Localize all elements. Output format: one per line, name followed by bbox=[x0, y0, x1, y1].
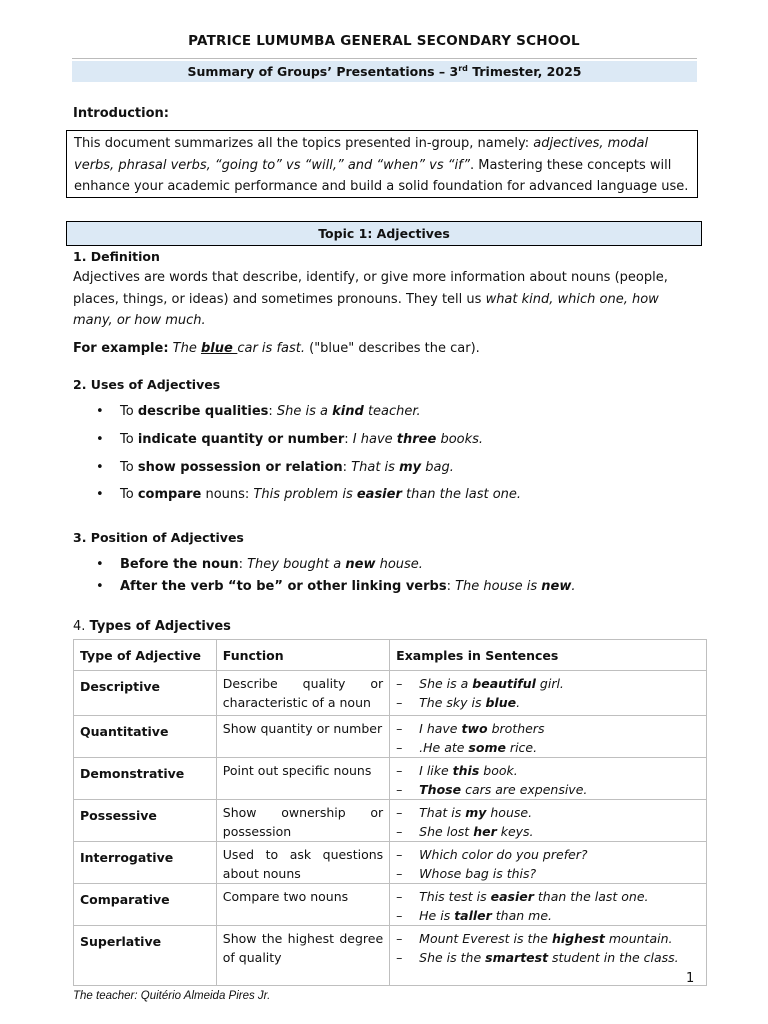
bullet-icon: • bbox=[96, 432, 104, 447]
example-text: .He ate bbox=[419, 740, 469, 755]
introduction-box bbox=[66, 130, 698, 198]
example-bold: two bbox=[461, 721, 488, 736]
bullet-icon: • bbox=[96, 579, 104, 594]
example-bold: my bbox=[465, 805, 487, 820]
teacher-footer: The teacher: Quitério Almeida Pires Jr. bbox=[73, 990, 271, 1002]
type-cell: Interrogative bbox=[74, 842, 217, 884]
dash-icon: – bbox=[396, 721, 403, 736]
item-sep: : bbox=[344, 432, 353, 447]
item-bold: Before the noun bbox=[120, 557, 239, 572]
column-header: Type of Adjective bbox=[74, 640, 217, 671]
example-text: He is bbox=[419, 908, 455, 923]
item-sep: : bbox=[238, 557, 248, 572]
item-bold: show possession or relation bbox=[137, 460, 343, 475]
function-cell: Show ownership or possession bbox=[216, 800, 389, 842]
example-text-end: than the last one. bbox=[533, 889, 649, 904]
bullet-icon: • bbox=[96, 557, 104, 572]
example-text-end: girl. bbox=[535, 676, 564, 691]
item-text: To bbox=[120, 487, 138, 502]
example-bold: highest bbox=[551, 931, 605, 946]
item-example-bold: three bbox=[396, 432, 437, 447]
example-bold: this bbox=[452, 763, 480, 778]
example-text: This test is bbox=[419, 889, 491, 904]
item-example: I have bbox=[352, 432, 397, 447]
item-example-end: books. bbox=[436, 432, 484, 447]
item-example-end: house. bbox=[375, 557, 423, 572]
function-cell: Compare two nouns bbox=[216, 884, 389, 926]
type-cell: Demonstrative bbox=[74, 758, 217, 800]
example-part: The bbox=[172, 341, 201, 356]
item-text: To bbox=[120, 432, 138, 447]
example-text-end: rice. bbox=[505, 740, 538, 755]
type-cell: Quantitative bbox=[74, 716, 217, 758]
examples-cell bbox=[390, 842, 707, 884]
item-sep: : bbox=[268, 404, 277, 419]
example-text-end: keys. bbox=[496, 824, 534, 839]
example-bold: her bbox=[473, 824, 497, 839]
bullet-icon: • bbox=[96, 404, 104, 419]
item-example: She is a bbox=[276, 404, 333, 419]
position-heading: 3. Position of Adjectives bbox=[73, 530, 244, 545]
example-text: Whose bag is this? bbox=[419, 866, 537, 881]
dash-icon: – bbox=[396, 950, 403, 965]
intro-text: This document summarizes all the topics presented in-group, namely: bbox=[74, 136, 534, 151]
example-sentence bbox=[173, 341, 305, 356]
bullet-icon: • bbox=[96, 460, 104, 475]
intro-topics: adjectives, modal verbs, phrasal verbs, “going to” vs “will,” and “when” vs “if” bbox=[74, 136, 649, 173]
example-text-end: house. bbox=[486, 805, 533, 820]
example-text: I have bbox=[419, 721, 462, 736]
examples-cell bbox=[390, 926, 707, 986]
header-rule bbox=[72, 58, 697, 59]
item-example-bold: easier bbox=[356, 487, 402, 502]
types-table bbox=[73, 639, 707, 986]
list-item bbox=[96, 579, 575, 594]
example-bold: taller bbox=[454, 908, 492, 923]
dash-icon: – bbox=[396, 695, 403, 710]
example-bold: blue bbox=[485, 695, 517, 710]
item-example-bold: kind bbox=[332, 404, 364, 419]
table-row bbox=[74, 926, 707, 986]
function-cell: Describe quality or characteristic of a noun bbox=[216, 671, 389, 716]
example-text-end: than me. bbox=[491, 908, 553, 923]
example-note: ("blue" describes the car). bbox=[305, 341, 480, 356]
uses-heading: 2. Uses of Adjectives bbox=[73, 377, 221, 392]
examples-cell bbox=[390, 884, 707, 926]
example-text-end: brothers bbox=[487, 721, 545, 736]
examples-cell bbox=[390, 716, 707, 758]
item-text: To bbox=[120, 460, 138, 475]
definition-text bbox=[73, 267, 698, 332]
item-sep: nouns: bbox=[201, 487, 254, 502]
item-sep: : bbox=[446, 579, 456, 594]
examples-cell bbox=[390, 758, 707, 800]
item-example-bold: new bbox=[541, 579, 572, 594]
table-row bbox=[74, 716, 707, 758]
type-cell: Descriptive bbox=[74, 671, 217, 716]
example-text: Which color do you prefer? bbox=[419, 847, 588, 862]
function-cell: Used to ask questions about nouns bbox=[216, 842, 389, 884]
school-title: PATRICE LUMUMBA GENERAL SECONDARY SCHOOL bbox=[188, 33, 580, 49]
topic-title: Topic 1: Adjectives bbox=[66, 221, 702, 246]
bullet-icon: • bbox=[96, 487, 104, 502]
subtitle-superscript: rd bbox=[458, 64, 468, 73]
example-text: The sky is bbox=[419, 695, 486, 710]
examples-cell bbox=[390, 800, 707, 842]
example-text: She is a bbox=[419, 676, 473, 691]
function-cell: Show quantity or number bbox=[216, 716, 389, 758]
type-cell: Superlative bbox=[74, 926, 217, 986]
item-example-end: . bbox=[571, 579, 576, 594]
dash-icon: – bbox=[396, 908, 403, 923]
item-example: This problem is bbox=[253, 487, 357, 502]
function-cell: Point out specific nouns bbox=[216, 758, 389, 800]
dash-icon: – bbox=[396, 740, 403, 755]
example-bold: Those bbox=[419, 782, 462, 797]
example-text-end: student in the class. bbox=[548, 950, 679, 965]
item-bold: indicate quantity or number bbox=[137, 432, 345, 447]
item-example-end: than the last one. bbox=[401, 487, 522, 502]
column-header: Examples in Sentences bbox=[390, 640, 707, 671]
item-example-end: teacher. bbox=[363, 404, 421, 419]
dash-icon: – bbox=[396, 763, 403, 778]
example-bold: easier bbox=[490, 889, 534, 904]
dash-icon: – bbox=[396, 847, 403, 862]
item-bold: After the verb “to be” or other linking verbs bbox=[120, 579, 447, 594]
item-bold: describe qualities bbox=[137, 404, 269, 419]
table-header-row bbox=[74, 640, 707, 671]
item-example: The house is bbox=[455, 579, 542, 594]
type-cell: Comparative bbox=[74, 884, 217, 926]
dash-icon: – bbox=[396, 805, 403, 820]
definition-heading: 1. Definition bbox=[73, 249, 160, 264]
subtitle-text: Summary of Groups’ Presentations – 3 bbox=[187, 64, 459, 79]
table-row bbox=[74, 671, 707, 716]
dash-icon: – bbox=[396, 931, 403, 946]
page-number: 1 bbox=[686, 971, 695, 986]
list-item bbox=[96, 557, 423, 572]
example-bold: beautiful bbox=[472, 676, 536, 691]
item-example-bold: new bbox=[345, 557, 376, 572]
document-subtitle bbox=[72, 61, 697, 82]
table-row bbox=[74, 758, 707, 800]
types-heading-number: 4. bbox=[73, 619, 90, 634]
type-cell: Possessive bbox=[74, 800, 217, 842]
dash-icon: – bbox=[396, 866, 403, 881]
table-row bbox=[74, 842, 707, 884]
intro-text-end: . Mastering these concepts will enhance your academic performance and build a solid foundation for advanced language use. bbox=[74, 157, 689, 194]
example-text: Mount Everest is the bbox=[419, 931, 552, 946]
example-part-end: car is fast. bbox=[237, 341, 305, 356]
types-heading-text: Types of Adjectives bbox=[89, 619, 231, 634]
example-text-end: mountain. bbox=[604, 931, 673, 946]
dash-icon: – bbox=[396, 676, 403, 691]
example-text: I like bbox=[419, 763, 453, 778]
example-text-end: . bbox=[516, 695, 521, 710]
example-text: She is the bbox=[419, 950, 486, 965]
item-example-end: bag. bbox=[421, 460, 454, 475]
definition-italic: what kind, which one, how many, or how much. bbox=[73, 291, 659, 328]
list-item bbox=[96, 432, 483, 447]
list-item bbox=[96, 404, 421, 419]
dash-icon: – bbox=[396, 824, 403, 839]
example-text-end: book. bbox=[479, 763, 518, 778]
table-row bbox=[74, 884, 707, 926]
function-cell: Show the highest degree of quality bbox=[216, 926, 389, 986]
example-text: She lost bbox=[419, 824, 474, 839]
list-item bbox=[96, 487, 521, 502]
introduction-heading: Introduction: bbox=[73, 106, 169, 121]
item-example: They bought a bbox=[247, 557, 346, 572]
list-item bbox=[96, 460, 454, 475]
item-example: That is bbox=[351, 460, 400, 475]
definition-body: Adjectives are words that describe, identify, or give more information about nouns (people, places, things, or ideas) and sometimes pronouns. They tell us bbox=[73, 270, 668, 307]
item-sep: : bbox=[342, 460, 352, 475]
item-example-bold: my bbox=[399, 460, 422, 475]
example-adjective: blue bbox=[200, 341, 238, 356]
definition-example bbox=[73, 338, 698, 360]
table-row bbox=[74, 800, 707, 842]
example-bold: some bbox=[468, 740, 506, 755]
column-header: Function bbox=[216, 640, 389, 671]
subtitle-text-end: Trimester, 2025 bbox=[467, 64, 582, 79]
example-text-end: cars are expensive. bbox=[461, 782, 588, 797]
example-bold: smartest bbox=[485, 950, 549, 965]
item-bold: compare bbox=[137, 487, 202, 502]
example-label: For example: bbox=[73, 341, 169, 356]
dash-icon: – bbox=[396, 889, 403, 904]
item-text: To bbox=[120, 404, 138, 419]
examples-cell bbox=[390, 671, 707, 716]
example-text: That is bbox=[419, 805, 466, 820]
dash-icon: – bbox=[396, 782, 403, 797]
types-heading bbox=[73, 619, 231, 634]
